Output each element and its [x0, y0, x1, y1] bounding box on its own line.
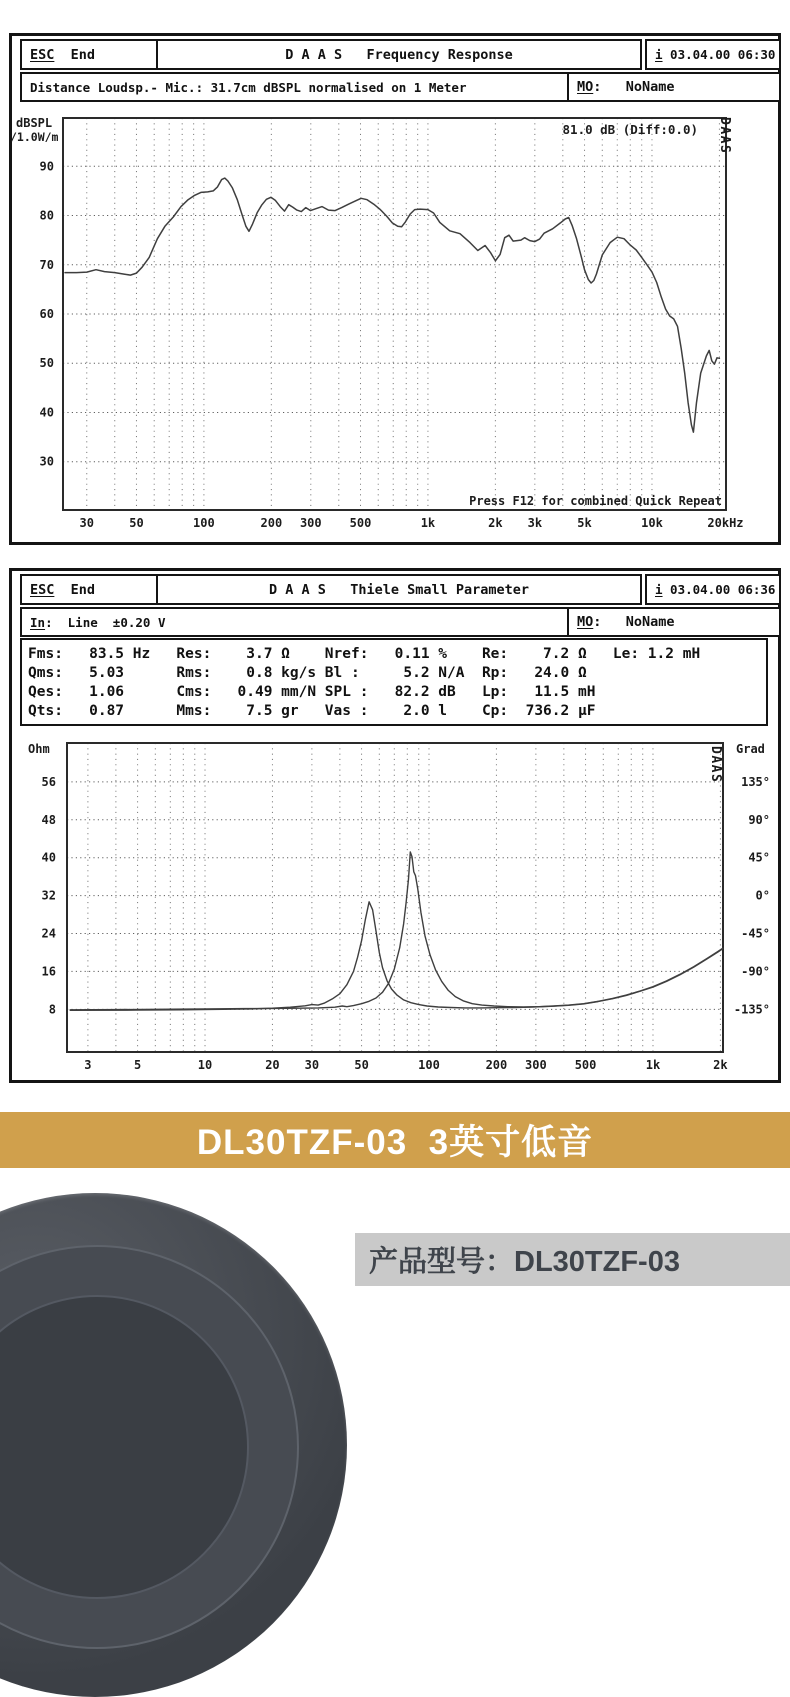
svg-text:30: 30	[79, 516, 94, 530]
svg-text:30: 30	[304, 1058, 320, 1072]
svg-text:3k: 3k	[527, 516, 543, 530]
curve-impedance-added-mass-fs-54-hz-	[70, 902, 723, 1011]
level-annotation: 81.0 dB (Diff:0.0)	[562, 122, 698, 137]
mo-value: : NoName	[593, 614, 675, 630]
left-axis-label: Ohm	[28, 742, 50, 756]
mo-noname-box[interactable]	[567, 72, 781, 102]
svg-text:50: 50	[39, 356, 54, 371]
footer-hint: Press F12 for combined Quick Repeat	[469, 494, 722, 508]
product-banner	[0, 1112, 790, 1168]
thiele-small-parameter-table	[20, 638, 768, 726]
subtitle-text: Distance Loudsp.- Mic.: 31.7cm dBSPL normalised on 1 Meter	[30, 79, 467, 95]
title-text: D A A S Thiele Small Parameter	[268, 581, 530, 598]
svg-text:100: 100	[418, 1058, 440, 1072]
svg-text:500: 500	[574, 1058, 597, 1072]
svg-text:200: 200	[485, 1058, 508, 1072]
right-axis-label: Grad	[736, 742, 765, 756]
param-row: Qes: 1.06 Cms: 0.49 mm/N SPL : 82.2 dB Lp: 11.5 mH	[28, 684, 596, 700]
svg-text:1k: 1k	[420, 516, 436, 530]
product-model-box	[355, 1233, 790, 1286]
svg-text:100: 100	[193, 516, 215, 530]
svg-text:5: 5	[133, 1058, 142, 1072]
esc-key-label: ESC	[30, 581, 55, 598]
svg-text:32: 32	[41, 888, 56, 903]
mo-key-label: MO	[577, 79, 594, 95]
svg-text:40: 40	[41, 850, 56, 865]
y-axis-unit-label: dBSPL	[16, 116, 53, 130]
end-label: End	[54, 581, 96, 598]
svg-text:90: 90	[39, 159, 54, 174]
info-icon: i	[655, 47, 663, 62]
svg-text:135°: 135°	[741, 774, 770, 789]
svg-text:2k: 2k	[488, 516, 503, 530]
svg-text:500: 500	[349, 516, 372, 530]
svg-text:300: 300	[299, 516, 322, 530]
svg-text:-45°: -45°	[741, 926, 770, 941]
input-value: : Line ±0.20 V	[45, 614, 166, 630]
svg-text:20: 20	[265, 1058, 280, 1072]
info-date-box[interactable]	[645, 39, 781, 70]
title-text: D A A S Frequency Response	[285, 46, 513, 63]
product-banner-title: DL30TZF-03 3英寸低音	[196, 1123, 594, 1162]
svg-text:40: 40	[39, 405, 54, 420]
svg-text:0°: 0°	[755, 888, 770, 903]
svg-text:300: 300	[525, 1058, 547, 1072]
svg-text:60: 60	[39, 307, 54, 321]
param-row: Fms: 83.5 Hz Res: 3.7 Ω Nref: 0.11 % Re: 7.2 Ω Le: 1.2 mH	[28, 646, 701, 662]
svg-text:48: 48	[41, 812, 56, 827]
svg-text:56: 56	[41, 774, 56, 789]
svg-text:80: 80	[39, 208, 54, 223]
svg-text:1k: 1k	[645, 1058, 661, 1072]
product-model-label: 产品型号：DL30TZF-03	[369, 1246, 680, 1278]
daas-watermark: DAAS	[717, 117, 732, 155]
svg-text:30: 30	[39, 454, 54, 469]
svg-text:70: 70	[39, 257, 54, 272]
esc-end-button[interactable]	[20, 39, 162, 70]
svg-text:45°: 45°	[748, 850, 770, 865]
svg-text:200: 200	[260, 516, 283, 530]
param-row: Qts: 0.87 Mms: 7.5 gr Vas : 2.0 l Cp: 736.2 µF	[28, 703, 596, 719]
mo-noname-box-2[interactable]	[567, 607, 781, 637]
svg-text:20kHz: 20kHz	[707, 516, 744, 530]
svg-text:/1.0W/m: /1.0W/m	[10, 130, 59, 144]
svg-text:50: 50	[354, 1058, 369, 1072]
frequency-response-chart	[10, 100, 780, 540]
in-key-label: In	[30, 614, 46, 630]
info-icon: i	[655, 582, 663, 597]
mo-value: : NoName	[593, 79, 675, 95]
svg-text:24: 24	[41, 926, 56, 941]
timestamp: 03.04.00 06:36	[662, 582, 776, 597]
esc-key-label: ESC	[30, 46, 55, 63]
window-title-thiele-small	[156, 574, 642, 605]
curve-impedance-free-air-fs-83-5-hz-	[70, 852, 723, 1010]
esc-end-button-2[interactable]	[20, 574, 162, 605]
svg-text:50: 50	[129, 516, 144, 530]
svg-text:3: 3	[84, 1058, 92, 1072]
svg-text:8: 8	[48, 1002, 56, 1017]
svg-text:2k: 2k	[713, 1058, 728, 1072]
svg-text:-90°: -90°	[741, 964, 770, 979]
input-level-box	[20, 607, 574, 637]
curve-spl-response	[65, 178, 719, 432]
window-title-frequency-response	[156, 39, 642, 70]
svg-text:10: 10	[197, 1058, 213, 1072]
param-row: Qms: 5.03 Rms: 0.8 kg/s Bl : 5.2 N/A Rp: 24.0 Ω	[28, 665, 587, 681]
svg-text:-135°: -135°	[733, 1002, 770, 1017]
timestamp: 03.04.00 06:30	[662, 47, 776, 62]
svg-text:90°: 90°	[748, 812, 770, 827]
svg-text:10k: 10k	[641, 516, 663, 530]
daas-watermark: DAAS	[708, 746, 723, 784]
end-label: End	[54, 46, 96, 63]
impedance-phase-chart	[10, 728, 780, 1080]
svg-text:16: 16	[41, 964, 56, 979]
svg-text:5k: 5k	[577, 516, 592, 530]
info-date-box-2[interactable]	[645, 574, 781, 605]
mo-key-label: MO	[577, 614, 594, 630]
measurement-subtitle-box	[20, 72, 574, 102]
